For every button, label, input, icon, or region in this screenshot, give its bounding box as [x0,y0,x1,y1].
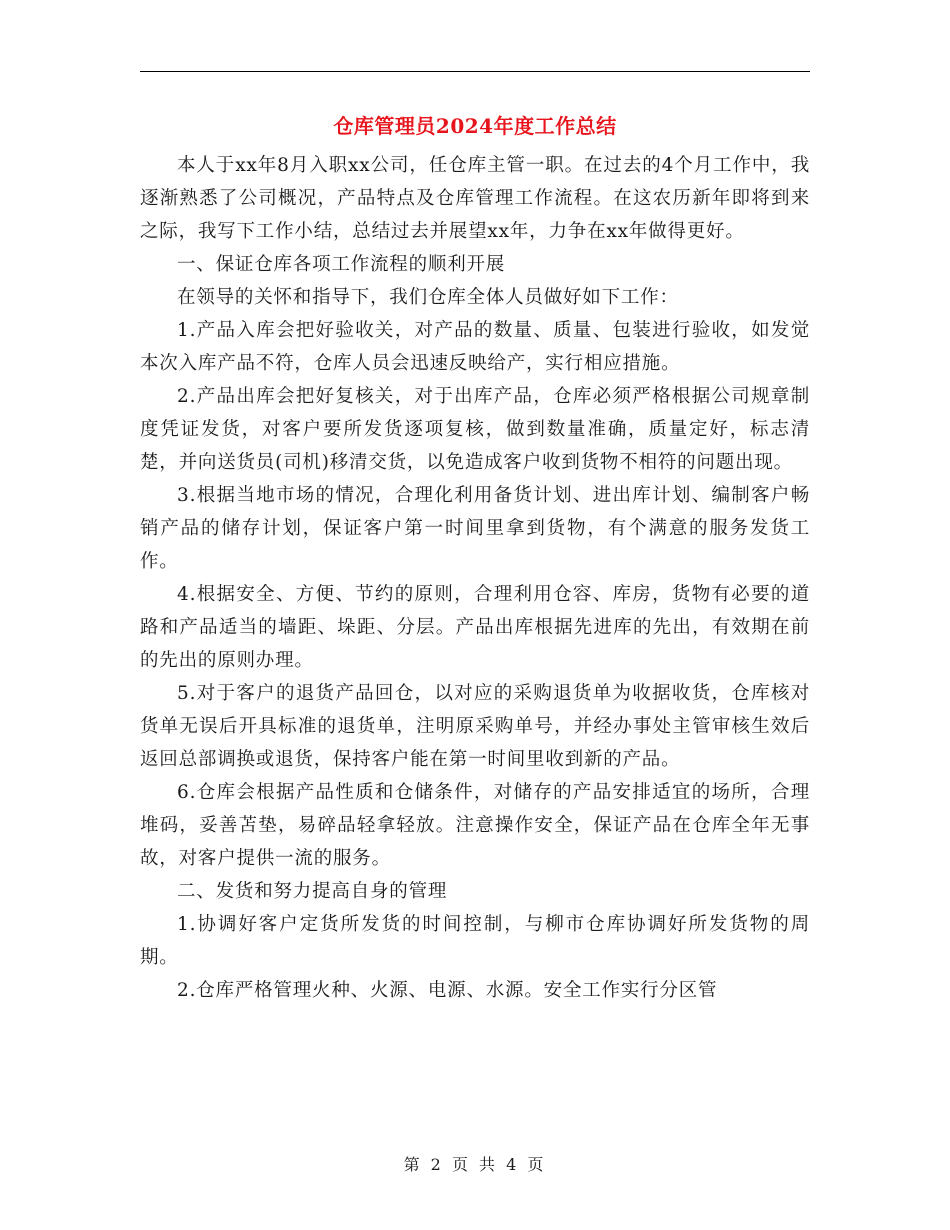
page-number-footer: 第 2 页 共 4 页 [403,1155,547,1174]
section-1-item-5: 5.对于客户的退货产品回仓，以对应的采购退货单为收据收货，仓库核对货单无误后开具标准的退货单，注明原采购单号，并经办事处主管审核生效后返回总部调换或退货，保持客户能在第一时间里收到新的产品。 [140,683,810,770]
section-heading-1: 一、保证仓库各项工作流程的顺利开展 [177,254,506,275]
intro-paragraph: 本人于xx年8月入职xx公司，任仓库主管一职。在过去的4个月工作中，我逐渐熟悉了公司概况，产品特点及仓库管理工作流程。在这农历新年即将到来之际，我写下工作小结，总结过去并展望xx年，力争在xx年做得更好。 [140,155,810,242]
section-2-item-2: 2.仓库严格管理火种、火源、电源、水源。安全工作实行分区管 [177,980,718,1001]
section-1-intro: 在领导的关怀和指导下，我们仓库全体人员做好如下工作： [177,287,679,308]
section-1-item-2: 2.产品出库会把好复核关，对于出库产品，仓库必须严格根据公司规章制度凭证发货，对客户要所发货逐项复核，做到数量准确，质量定好，标志清楚，并向送货员(司机)移清交货，以免造成客户收到货物不相符的问题出现。 [140,386,810,473]
document-title: 仓库管理员2024年度工作总结 [333,114,617,138]
document-body [140,149,810,1007]
section-1-item-3: 3.根据当地市场的情况，合理化利用备货计划、进出库计划、编制客户畅销产品的储存计划，保证客户第一时间里拿到货物，有个满意的服务发货工作。 [140,485,810,572]
section-2-item-1: 1.协调好客户定货所发货的时间控制，与柳市仓库协调好所发货物的周期。 [140,914,810,968]
section-heading-2: 二、发货和努力提高自身的管理 [177,881,448,902]
section-1-item-4: 4.根据安全、方便、节约的原则，合理利用仓容、库房，货物有必要的道路和产品适当的墙距、垛距、分层。产品出库根据先进库的先出，有效期在前的先出的原则办理。 [140,584,810,671]
section-1-item-1: 1.产品入库会把好验收关，对产品的数量、质量、包装进行验收，如发觉本次入库产品不符，仓库人员会迅速反映给产，实行相应措施。 [140,320,810,374]
section-1-item-6: 6.仓库会根据产品性质和仓储条件，对储存的产品安排适宜的场所，合理堆码，妥善苫垫，易碎品轻拿轻放。注意操作安全，保证产品在仓库全年无事故，对客户提供一流的服务。 [140,782,810,869]
header-rule [140,71,810,72]
